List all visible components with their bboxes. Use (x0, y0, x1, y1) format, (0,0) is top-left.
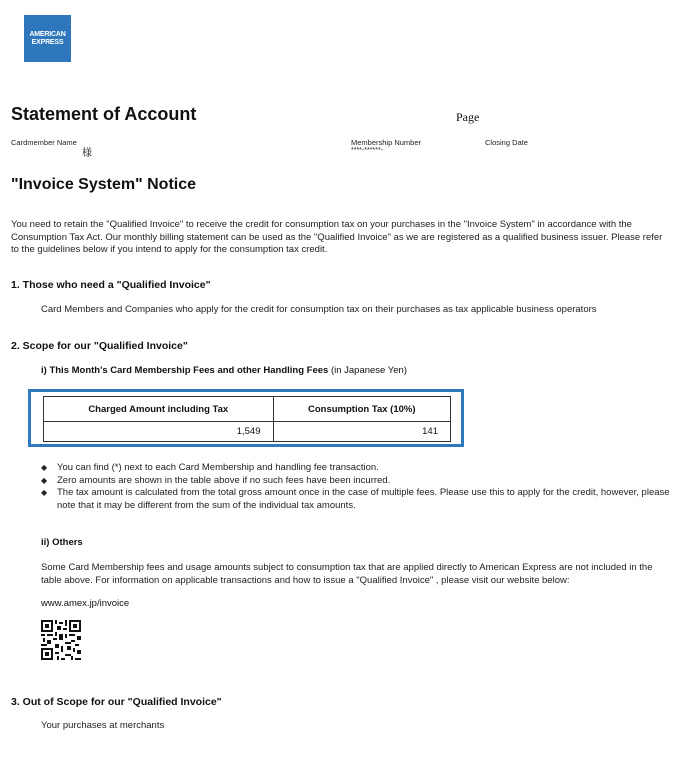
notice-heading: "Invoice System" Notice (11, 176, 197, 193)
fees-table-header-row (44, 397, 451, 422)
list-item (41, 475, 671, 488)
section1-body: Card Members and Companies who apply for the credit for consumption tax on their purchases as tax applicable business operators (41, 304, 597, 315)
bullet-text: Zero amounts are shown in the table above if no such fees have been incurred. (57, 474, 391, 486)
cardmember-label: Cardmember Name (11, 138, 77, 147)
fees-subheading-title: i) This Month's Card Membership Fees and other Handling Fees (41, 365, 329, 376)
list-item (41, 487, 671, 512)
section3-heading: 3. Out of Scope for our "Qualified Invoice" (11, 696, 222, 708)
amex-logo (24, 15, 71, 62)
membership-number: ****-******- (351, 147, 383, 154)
page-label: Page (456, 110, 480, 124)
membership-label: Membership Number (351, 138, 422, 147)
fees-unit: (in Japanese Yen) (330, 365, 407, 376)
consumption-tax-header: Consumption Tax (10%) (273, 397, 451, 422)
fees-subheading (41, 365, 407, 376)
diamond-bullet-icon: ◆ (41, 488, 48, 497)
bullet-text: You can find (*) next to each Card Membership and handling fee transaction. (57, 462, 379, 473)
fees-table (43, 396, 451, 442)
section3-body: Your purchases at merchants (41, 720, 165, 731)
bullet-text: The tax amount is calculated from the total gross amount once in the case of multiple fees. Please use this to apply for the credit, however, please note that it may be different from the sum of the individual tax amounts. (57, 487, 670, 511)
diamond-bullet-icon: ◆ (41, 463, 48, 472)
others-body: Some Card Membership fees and usage amounts subject to consumption tax that are applied directly to American Express are not included in the table above. For information on applicable transactions and how to issue a "Qualified Invoice" , please visit our website below: (41, 562, 653, 586)
notes-list (41, 462, 671, 512)
fees-table-value-row (44, 422, 451, 442)
diamond-bullet-icon: ◆ (41, 475, 48, 485)
invoice-url[interactable]: www.amex.jp/invoice (41, 598, 130, 609)
charged-amount-value: 1,549 (44, 422, 274, 442)
logo-text-line1: AMERICAN (29, 30, 66, 38)
closing-date-label: Closing Date (485, 138, 528, 147)
others-subheading: ii) Others (41, 537, 83, 548)
logo-text-line2: EXPRESS (31, 38, 64, 46)
section1-heading: 1. Those who need a "Qualified Invoice" (11, 279, 211, 291)
notice-intro: You need to retain the "Qualified Invoice" to receive the credit for consumption tax on your purchases in the "Invoice System" in accordance with the Consumption Tax Act. Our monthly billing statement can be used as the "Qualified Invoice" as we are registered as a qualified business issuer. Please refer to the guidelines below if you intend to apply for the consumption tax credit. (11, 219, 663, 255)
honorific: 様 (82, 148, 92, 159)
list-item (41, 462, 671, 475)
section2-heading: 2. Scope for our "Qualified Invoice" (11, 340, 188, 352)
charged-amount-header: Charged Amount including Tax (44, 397, 274, 422)
consumption-tax-value: 141 (273, 422, 451, 442)
page-title: Statement of Account (11, 104, 197, 124)
qr-code-icon[interactable] (41, 620, 81, 660)
